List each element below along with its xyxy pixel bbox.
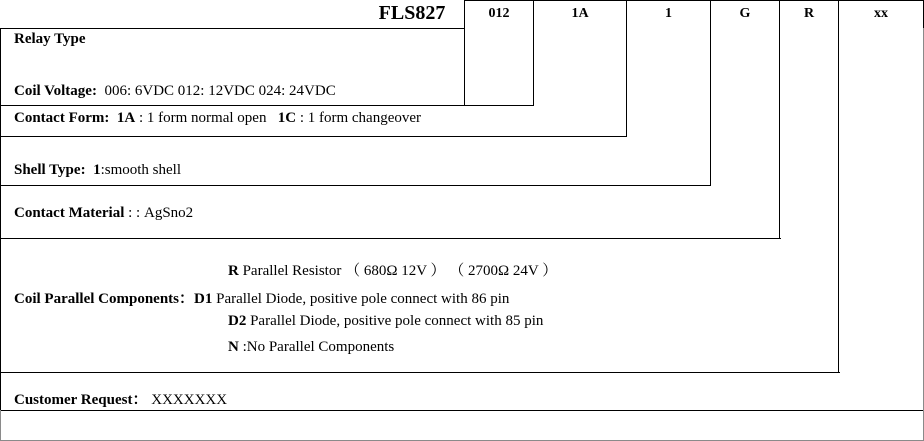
coil-parallel-resistor-line [228, 259, 557, 280]
code-cell-contact-form: 1A [571, 6, 589, 21]
row-coil-parallel-sep: ： [179, 291, 195, 307]
leader-shell-type [626, 28, 627, 136]
row-shell-type-label: Shell Type [14, 162, 81, 178]
row-customer-request-value: XXXXXXX [151, 392, 228, 408]
coil-parallel-text-d1: Parallel Diode, positive pole connect with 86 pin [216, 291, 510, 307]
row-shell-type [14, 162, 181, 179]
row-shell-type-sep: : [80, 162, 86, 178]
row-contact-form-sep: : [104, 110, 110, 126]
row-coil-voltage-value: 006: 6VDC 012: 12VDC 024: 24VDC [104, 83, 336, 99]
row-shell-type-value: :smooth shell [100, 162, 181, 178]
row-contact-form-code-1c: 1C [277, 110, 297, 126]
rule-coil-voltage-bottom [0, 105, 534, 106]
row-coil-parallel-components [14, 287, 509, 308]
leader-contact-form [533, 28, 534, 105]
row-coil-voltage-sep: : [91, 83, 97, 99]
row-contact-material-sep: : : [128, 205, 141, 221]
leader-contact-material [710, 28, 711, 185]
row-coil-voltage [14, 83, 336, 100]
coil-parallel-text-r: Parallel Resistor （ 680Ω 12V ） （ 2700Ω 24V ） [242, 263, 558, 279]
row-relay-type [14, 31, 86, 48]
rule-coil-parallel-bottom [0, 372, 840, 373]
coil-parallel-text-d2: Parallel Diode, positive pole connect with 85 pin [250, 313, 544, 329]
coil-parallel-text-n: :No Parallel Components [242, 339, 395, 355]
part-number: FLS827 [378, 2, 446, 24]
rule-relay-type-top [0, 28, 465, 29]
row-contact-material [14, 205, 193, 222]
code-cell-coil-voltage: 012 [488, 6, 510, 21]
row-customer-request [14, 388, 227, 409]
row-contact-form-text-1c: : 1 form changeover [299, 110, 422, 126]
rule-contact-form-bottom [0, 136, 627, 137]
coil-parallel-n-line [228, 339, 394, 356]
code-cell-coil-parallel: R [803, 6, 815, 21]
rule-contact-material-bottom [0, 238, 781, 239]
row-contact-form-text-1a: : 1 form normal open [138, 110, 267, 126]
row-customer-request-label: Customer Request [14, 392, 133, 408]
code-cell-shell-type: 1 [665, 6, 672, 21]
row-coil-parallel-label: Coil Parallel Components [14, 291, 179, 307]
coil-parallel-code-n: N [228, 339, 239, 355]
row-contact-form [14, 110, 421, 127]
leader-coil-parallel [779, 28, 780, 238]
rule-customer-request-bottom [0, 410, 924, 411]
row-contact-form-label: Contact Form [14, 110, 105, 126]
code-cell-contact-material: G [739, 6, 751, 21]
coil-parallel-code-d2: D2 [228, 313, 247, 329]
code-cell-customer-request: xx [874, 6, 888, 21]
row-shell-type-code: 1 [93, 162, 101, 178]
leader-coil-voltage [464, 28, 465, 105]
row-contact-form-code-1a: 1A [116, 110, 136, 126]
row-relay-type-label: Relay Type [14, 31, 86, 47]
row-coil-voltage-label: Coil Voltage [14, 83, 92, 99]
coil-parallel-code-d1: D1 [194, 291, 213, 307]
page-left-edge-bottom [0, 410, 1, 441]
coil-parallel-code-r: R [228, 263, 239, 279]
row-customer-request-sep: ： [132, 392, 148, 408]
leader-customer-request [838, 28, 839, 372]
border-left [0, 28, 1, 441]
row-contact-material-label: Contact Material [14, 205, 125, 221]
rule-shell-type-bottom [0, 185, 711, 186]
coil-parallel-d2-line [228, 313, 543, 330]
row-contact-material-value: AgSno2 [143, 205, 194, 221]
